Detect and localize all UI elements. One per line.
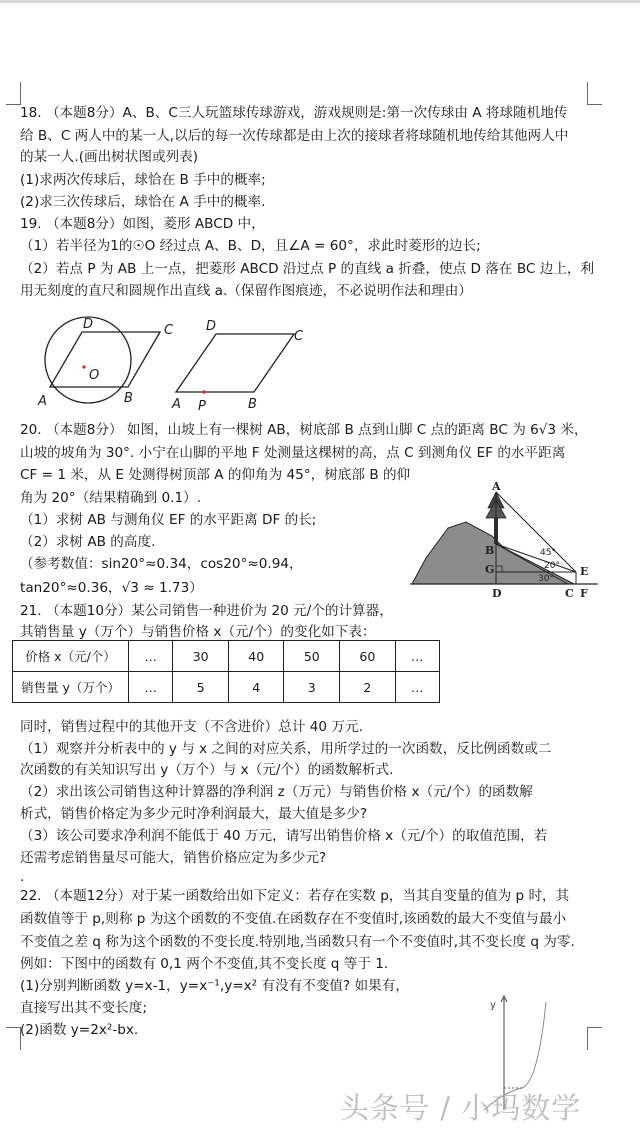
table-row: [13, 672, 440, 703]
point-p: [202, 390, 205, 393]
table-cell: 3: [284, 672, 340, 703]
rhombus-with-circle: [50, 332, 160, 387]
q19-line: （2）若点 P 为 AB 上一点，把菱形 ABCD 沿过点 P 的直线 a 折叠，使点 D 落在 BC 边上，利: [20, 261, 595, 277]
q21-line: 次函数的有关知识写出 y（万个）与 x（元/个）的函数解析式.: [20, 762, 394, 778]
q18-line: 的某一人.(画出树状图或列表): [20, 149, 199, 165]
q18-line: 给 B、C 两人中的某一人,以后的每一次传球都是由上次的接球者将球随机地传给其他两人中: [20, 128, 569, 144]
q21-line: 还需考虑销售量尽可能大，销售价格应定为多少元?: [20, 850, 327, 866]
corner-mark: [6, 1027, 21, 1050]
y-axis-label: y: [490, 1000, 496, 1011]
label-b: B: [124, 391, 133, 406]
q18-line: 18. （本题8分）A、B、C三人玩篮球传球游戏，游戏规则是:第一次传球由 A 将球随机地传: [20, 105, 568, 121]
q18-line: (2)求三次传球后，球恰在 A 手中的概率.: [20, 194, 266, 210]
q22-line: 不变值之差 q 称为这个函数的不变长度.特别地,当函数只有一个不变值时,其不变长度 q 为零.: [20, 934, 575, 950]
q20-line: （2）求树 AB 的高度.: [20, 534, 156, 550]
label-c: C: [164, 323, 174, 338]
label-b2: B: [248, 397, 257, 412]
table-cell: …: [395, 641, 439, 672]
q18-line: (1)求两次传球后，球恰在 B 手中的概率;: [20, 172, 266, 188]
q22-line: (1)分别判断函数 y=x-1，y=x⁻¹,y=x² 有没有不变值? 如果有，: [20, 978, 409, 994]
q20-line: 山坡的坡角为 30°. 小宁在山脚的平地 F 处测量这棵树的高，点 C 到测角仪 EF 的水平距离: [20, 445, 566, 461]
table-header-cell: 销售量 y（万个）: [13, 672, 129, 703]
label-d: D: [492, 587, 502, 600]
label-d2: D: [206, 319, 217, 334]
table-cell: 60: [340, 641, 396, 672]
corner-mark: [6, 82, 21, 105]
angle-45: 45°: [540, 548, 556, 558]
corner-mark: [587, 82, 602, 105]
table-cell: …: [129, 672, 173, 703]
table-cell: 50: [284, 641, 340, 672]
table-cell: 40: [228, 641, 284, 672]
q20-line: （1）求树 AB 与测角仪 EF 的水平距离 DF 的长;: [20, 512, 317, 528]
center-point: [82, 365, 85, 368]
q19-line: （1）若半径为1的☉O 经过点 A、B、D，且∠A = 60°，求此时菱形的边长;: [20, 238, 481, 254]
label-c: C: [565, 587, 574, 600]
table-cell: 5: [173, 672, 229, 703]
q22-line: 直接写出其不变长度;: [20, 1000, 147, 1016]
q22-line: 例如：下图中的函数有 0,1 两个不变值,其不变长度 q 等于 1.: [20, 956, 389, 972]
q20-line: （参考数值：sin20°≈0.34，cos20°≈0.94，: [20, 556, 303, 572]
corner-mark: [587, 1027, 602, 1050]
rhombus-figures: [36, 312, 326, 412]
table-cell: 2: [340, 672, 396, 703]
table-cell: …: [395, 672, 439, 703]
label-c2: C: [294, 329, 304, 344]
q19-line: 19. （本题8分）如图，菱形 ABCD 中，: [20, 216, 265, 232]
label-b: B: [485, 544, 495, 557]
q20-line: CF = 1 米，从 E 处测得树顶部 A 的仰角为 45°，树底部 B 的仰: [20, 467, 411, 483]
table-cell: …: [129, 641, 173, 672]
label-a2: A: [172, 397, 181, 412]
q22-line: 22. （本题12分）对于某一函数给出如下定义：若存在实数 p，当其自变量的值为 p 时，其: [20, 888, 570, 904]
rhombus-abcd: [176, 334, 294, 392]
stray-dot: .: [20, 869, 25, 885]
label-p: P: [198, 399, 206, 412]
q21-line: （2）求出该公司销售这种计算器的净利润 z（万元）与销售价格 x（元/个）的函数解: [20, 784, 533, 800]
label-g: G: [485, 563, 495, 576]
label-a: A: [492, 480, 501, 493]
label-f: F: [580, 587, 588, 600]
q21-line: 其销售量 y（万个）与销售价格 x（元/个）的变化如下表：: [20, 624, 376, 640]
table-header-cell: 价格 x（元/个）: [13, 641, 129, 672]
q19-line: 用无刻度的直尺和圆规作出直线 a.（保留作图痕迹，不必说明作法和理由）: [20, 283, 472, 299]
table-cell: 30: [173, 641, 229, 672]
q20-line: tan20°≈0.36，√3 ≈ 1.73）: [20, 580, 203, 596]
table-row: [13, 641, 440, 672]
slope-tree-figure: [408, 478, 604, 608]
q21-line: 析式，销售价格定为多少元时净利润最大，最大值是多少?: [20, 806, 368, 822]
angle-30: 30°: [538, 574, 554, 584]
top-border: [0, 0, 640, 3]
watermark: 头条号 / 小玛数学: [340, 1091, 582, 1125]
price-sales-table: [12, 640, 440, 703]
label-o: O: [89, 368, 100, 383]
q21-line: （1）观察并分析表中的 y 与 x 之间的对应关系，用所学过的一次函数，反比例函数或二: [20, 741, 552, 757]
label-a: A: [38, 394, 47, 409]
angle-20: 20°: [544, 561, 560, 571]
q21-line: （3）该公司要求净利润不能低于 40 万元，请写出销售价格 x（元/个）的取值范围，若: [20, 828, 548, 844]
label-d: D: [83, 317, 94, 332]
q21-line: 同时，销售过程中的其他开支（不含进价）总计 40 万元.: [20, 719, 363, 735]
q20-line: 角为 20°（结果精确到 0.1）.: [20, 490, 202, 506]
q20-line: 20. （本题8分） 如图，山坡上有一棵树 AB，树底部 B 点到山脚 C 点的距离 BC 为 6√3 米，: [20, 422, 588, 438]
label-e: E: [580, 565, 589, 578]
q22-line: (2)函数 y=2x²-bx.: [20, 1022, 139, 1038]
table-cell: 4: [228, 672, 284, 703]
q21-line: 21. （本题10分）某公司销售一种进价为 20 元/个的计算器，: [20, 603, 393, 619]
q22-line: 函数值等于 p,则称 p 为这个函数的不变值.在函数存在不变值时,该函数的最大不变值与最小: [20, 911, 567, 927]
